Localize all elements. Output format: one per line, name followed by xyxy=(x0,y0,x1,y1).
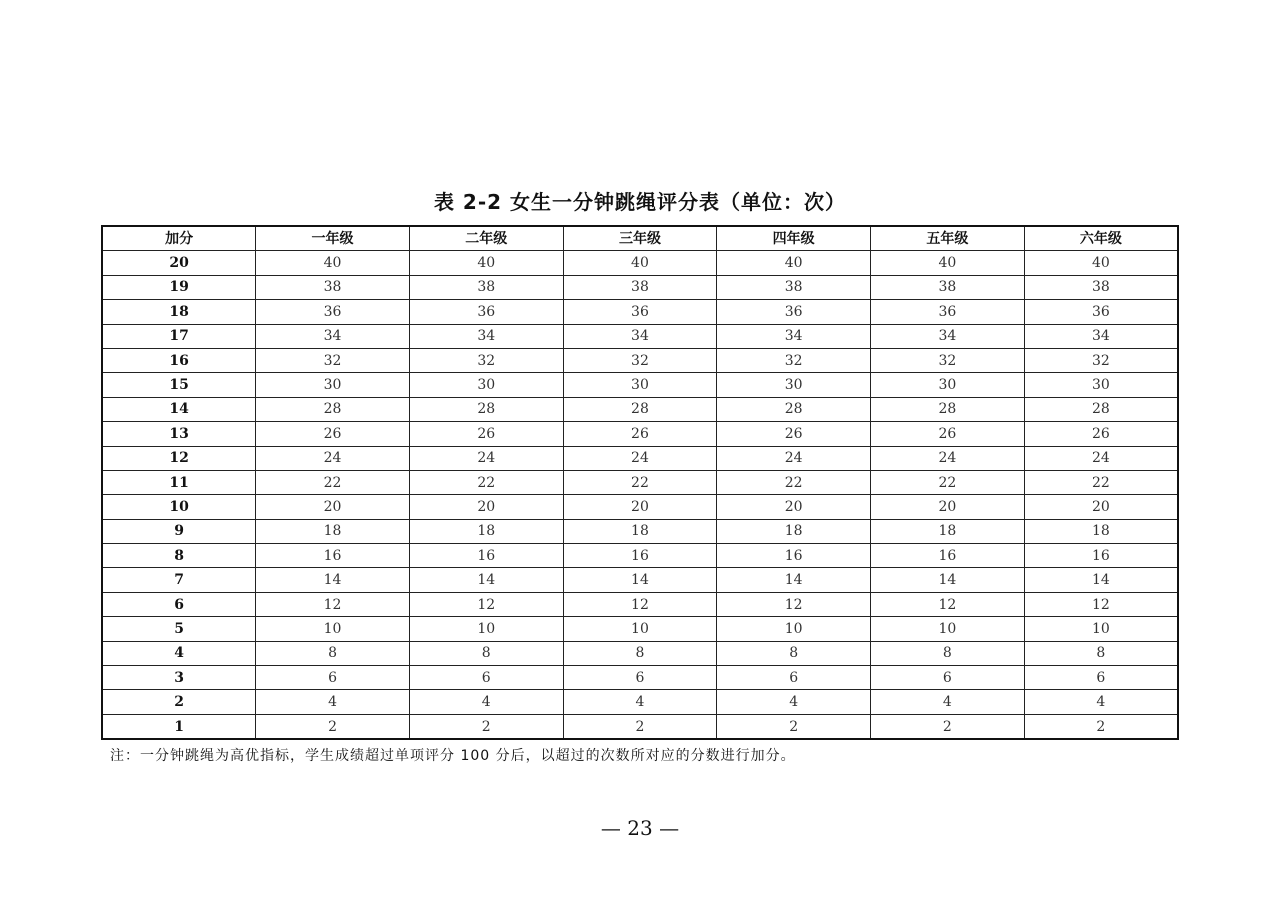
bonus-points-cell: 18 xyxy=(102,300,256,324)
column-header: 加分 xyxy=(102,226,256,251)
jump-count-cell: 2 xyxy=(871,714,1025,739)
jump-count-cell: 24 xyxy=(256,446,410,470)
table-row xyxy=(102,568,1178,592)
bonus-points-cell: 3 xyxy=(102,666,256,690)
jump-count-cell: 38 xyxy=(871,275,1025,299)
jump-count-cell: 40 xyxy=(409,251,563,275)
jump-count-cell: 20 xyxy=(409,495,563,519)
jump-count-cell: 24 xyxy=(563,446,717,470)
jump-count-cell: 36 xyxy=(1024,300,1178,324)
jump-count-cell: 20 xyxy=(1024,495,1178,519)
jump-count-cell: 22 xyxy=(717,470,871,494)
table-body xyxy=(102,251,1178,739)
jump-count-cell: 36 xyxy=(563,300,717,324)
jump-count-cell: 2 xyxy=(563,714,717,739)
table-row xyxy=(102,422,1178,446)
jump-count-cell: 40 xyxy=(256,251,410,275)
jump-count-cell: 28 xyxy=(256,397,410,421)
jump-count-cell: 28 xyxy=(1024,397,1178,421)
jump-count-cell: 2 xyxy=(1024,714,1178,739)
bonus-points-cell: 16 xyxy=(102,348,256,372)
jump-count-cell: 26 xyxy=(871,422,1025,446)
jump-count-cell: 6 xyxy=(1024,666,1178,690)
jump-count-cell: 14 xyxy=(1024,568,1178,592)
bonus-points-cell: 1 xyxy=(102,714,256,739)
jump-count-cell: 20 xyxy=(256,495,410,519)
jump-count-cell: 20 xyxy=(871,495,1025,519)
jump-count-cell: 6 xyxy=(717,666,871,690)
jump-count-cell: 2 xyxy=(256,714,410,739)
jump-count-cell: 30 xyxy=(409,373,563,397)
jump-count-cell: 14 xyxy=(871,568,1025,592)
jump-count-cell: 10 xyxy=(1024,617,1178,641)
jump-count-cell: 38 xyxy=(717,275,871,299)
jump-count-cell: 36 xyxy=(409,300,563,324)
jump-count-cell: 32 xyxy=(1024,348,1178,372)
jump-count-cell: 18 xyxy=(871,519,1025,543)
table-row xyxy=(102,666,1178,690)
bonus-points-cell: 14 xyxy=(102,397,256,421)
bonus-points-cell: 20 xyxy=(102,251,256,275)
bonus-points-cell: 7 xyxy=(102,568,256,592)
jump-count-cell: 40 xyxy=(717,251,871,275)
jump-count-cell: 32 xyxy=(871,348,1025,372)
bonus-points-cell: 10 xyxy=(102,495,256,519)
jump-count-cell: 34 xyxy=(256,324,410,348)
jump-count-cell: 12 xyxy=(717,592,871,616)
jump-count-cell: 30 xyxy=(563,373,717,397)
jump-count-cell: 16 xyxy=(563,544,717,568)
jump-count-cell: 30 xyxy=(256,373,410,397)
bonus-points-cell: 6 xyxy=(102,592,256,616)
bonus-points-cell: 12 xyxy=(102,446,256,470)
jump-count-cell: 34 xyxy=(717,324,871,348)
table-row xyxy=(102,592,1178,616)
jump-count-cell: 6 xyxy=(409,666,563,690)
table-row xyxy=(102,300,1178,324)
jump-count-cell: 6 xyxy=(871,666,1025,690)
table-row xyxy=(102,373,1178,397)
jump-count-cell: 24 xyxy=(1024,446,1178,470)
jump-count-cell: 40 xyxy=(871,251,1025,275)
jump-count-cell: 28 xyxy=(563,397,717,421)
page-number: — 23 — xyxy=(600,816,680,840)
jump-count-cell: 10 xyxy=(563,617,717,641)
table-row xyxy=(102,641,1178,665)
jump-count-cell: 8 xyxy=(256,641,410,665)
jump-count-cell: 2 xyxy=(409,714,563,739)
table-note: 注：一分钟跳绳为高优指标，学生成绩超过单项评分 100 分后，以超过的次数所对应的分数进行加分。 xyxy=(110,748,796,764)
table-row xyxy=(102,397,1178,421)
table-row xyxy=(102,348,1178,372)
jump-count-cell: 18 xyxy=(563,519,717,543)
jump-count-cell: 16 xyxy=(717,544,871,568)
table-row xyxy=(102,275,1178,299)
score-table xyxy=(101,225,1179,740)
jump-count-cell: 12 xyxy=(871,592,1025,616)
jump-count-cell: 36 xyxy=(256,300,410,324)
jump-count-cell: 20 xyxy=(717,495,871,519)
jump-count-cell: 10 xyxy=(717,617,871,641)
table-row xyxy=(102,544,1178,568)
bonus-points-cell: 8 xyxy=(102,544,256,568)
jump-count-cell: 22 xyxy=(1024,470,1178,494)
jump-count-cell: 32 xyxy=(717,348,871,372)
jump-count-cell: 40 xyxy=(563,251,717,275)
jump-count-cell: 22 xyxy=(871,470,1025,494)
table-row xyxy=(102,324,1178,348)
table-row xyxy=(102,690,1178,714)
jump-count-cell: 20 xyxy=(563,495,717,519)
jump-count-cell: 4 xyxy=(409,690,563,714)
table-row xyxy=(102,519,1178,543)
jump-count-cell: 38 xyxy=(409,275,563,299)
jump-count-cell: 6 xyxy=(563,666,717,690)
bonus-points-cell: 5 xyxy=(102,617,256,641)
jump-count-cell: 14 xyxy=(717,568,871,592)
jump-count-cell: 6 xyxy=(256,666,410,690)
jump-count-cell: 16 xyxy=(1024,544,1178,568)
jump-count-cell: 36 xyxy=(871,300,1025,324)
jump-count-cell: 18 xyxy=(409,519,563,543)
jump-count-cell: 34 xyxy=(1024,324,1178,348)
jump-count-cell: 8 xyxy=(1024,641,1178,665)
table-header-row xyxy=(102,226,1178,251)
bonus-points-cell: 4 xyxy=(102,641,256,665)
jump-count-cell: 10 xyxy=(409,617,563,641)
table-row xyxy=(102,251,1178,275)
jump-count-cell: 4 xyxy=(1024,690,1178,714)
jump-count-cell: 8 xyxy=(871,641,1025,665)
jump-count-cell: 12 xyxy=(563,592,717,616)
jump-count-cell: 18 xyxy=(256,519,410,543)
jump-count-cell: 28 xyxy=(409,397,563,421)
jump-count-cell: 8 xyxy=(717,641,871,665)
jump-count-cell: 4 xyxy=(563,690,717,714)
column-header: 三年级 xyxy=(563,226,717,251)
table-row xyxy=(102,446,1178,470)
jump-count-cell: 30 xyxy=(1024,373,1178,397)
column-header: 五年级 xyxy=(871,226,1025,251)
table-title: 表 2-2 女生一分钟跳绳评分表（单位：次） xyxy=(433,190,847,214)
jump-count-cell: 18 xyxy=(1024,519,1178,543)
jump-count-cell: 22 xyxy=(563,470,717,494)
jump-count-cell: 8 xyxy=(563,641,717,665)
jump-count-cell: 22 xyxy=(409,470,563,494)
jump-count-cell: 4 xyxy=(717,690,871,714)
jump-count-cell: 16 xyxy=(871,544,1025,568)
column-header: 一年级 xyxy=(256,226,410,251)
jump-count-cell: 12 xyxy=(409,592,563,616)
jump-count-cell: 14 xyxy=(563,568,717,592)
jump-count-cell: 32 xyxy=(409,348,563,372)
jump-count-cell: 30 xyxy=(871,373,1025,397)
jump-count-cell: 34 xyxy=(563,324,717,348)
jump-count-cell: 32 xyxy=(563,348,717,372)
jump-count-cell: 4 xyxy=(256,690,410,714)
jump-count-cell: 12 xyxy=(1024,592,1178,616)
bonus-points-cell: 19 xyxy=(102,275,256,299)
jump-count-cell: 32 xyxy=(256,348,410,372)
jump-count-cell: 26 xyxy=(563,422,717,446)
jump-count-cell: 40 xyxy=(1024,251,1178,275)
jump-count-cell: 16 xyxy=(256,544,410,568)
jump-count-cell: 24 xyxy=(717,446,871,470)
bonus-points-cell: 15 xyxy=(102,373,256,397)
jump-count-cell: 34 xyxy=(409,324,563,348)
jump-count-cell: 34 xyxy=(871,324,1025,348)
table-row xyxy=(102,617,1178,641)
jump-count-cell: 8 xyxy=(409,641,563,665)
bonus-points-cell: 2 xyxy=(102,690,256,714)
jump-count-cell: 26 xyxy=(1024,422,1178,446)
jump-count-cell: 38 xyxy=(1024,275,1178,299)
jump-count-cell: 26 xyxy=(409,422,563,446)
table-row xyxy=(102,495,1178,519)
jump-count-cell: 22 xyxy=(256,470,410,494)
jump-count-cell: 30 xyxy=(717,373,871,397)
table-row xyxy=(102,470,1178,494)
column-header: 六年级 xyxy=(1024,226,1178,251)
jump-count-cell: 4 xyxy=(871,690,1025,714)
bonus-points-cell: 9 xyxy=(102,519,256,543)
bonus-points-cell: 11 xyxy=(102,470,256,494)
jump-count-cell: 38 xyxy=(256,275,410,299)
bonus-points-cell: 17 xyxy=(102,324,256,348)
jump-count-cell: 28 xyxy=(871,397,1025,421)
jump-count-cell: 26 xyxy=(717,422,871,446)
jump-count-cell: 24 xyxy=(871,446,1025,470)
jump-count-cell: 10 xyxy=(871,617,1025,641)
jump-count-cell: 14 xyxy=(409,568,563,592)
bonus-points-cell: 13 xyxy=(102,422,256,446)
column-header: 二年级 xyxy=(409,226,563,251)
jump-count-cell: 28 xyxy=(717,397,871,421)
jump-count-cell: 36 xyxy=(717,300,871,324)
jump-count-cell: 18 xyxy=(717,519,871,543)
jump-count-cell: 26 xyxy=(256,422,410,446)
jump-count-cell: 14 xyxy=(256,568,410,592)
jump-count-cell: 10 xyxy=(256,617,410,641)
column-header: 四年级 xyxy=(717,226,871,251)
jump-count-cell: 38 xyxy=(563,275,717,299)
jump-count-cell: 24 xyxy=(409,446,563,470)
jump-count-cell: 16 xyxy=(409,544,563,568)
jump-count-cell: 12 xyxy=(256,592,410,616)
table-row xyxy=(102,714,1178,739)
jump-count-cell: 2 xyxy=(717,714,871,739)
